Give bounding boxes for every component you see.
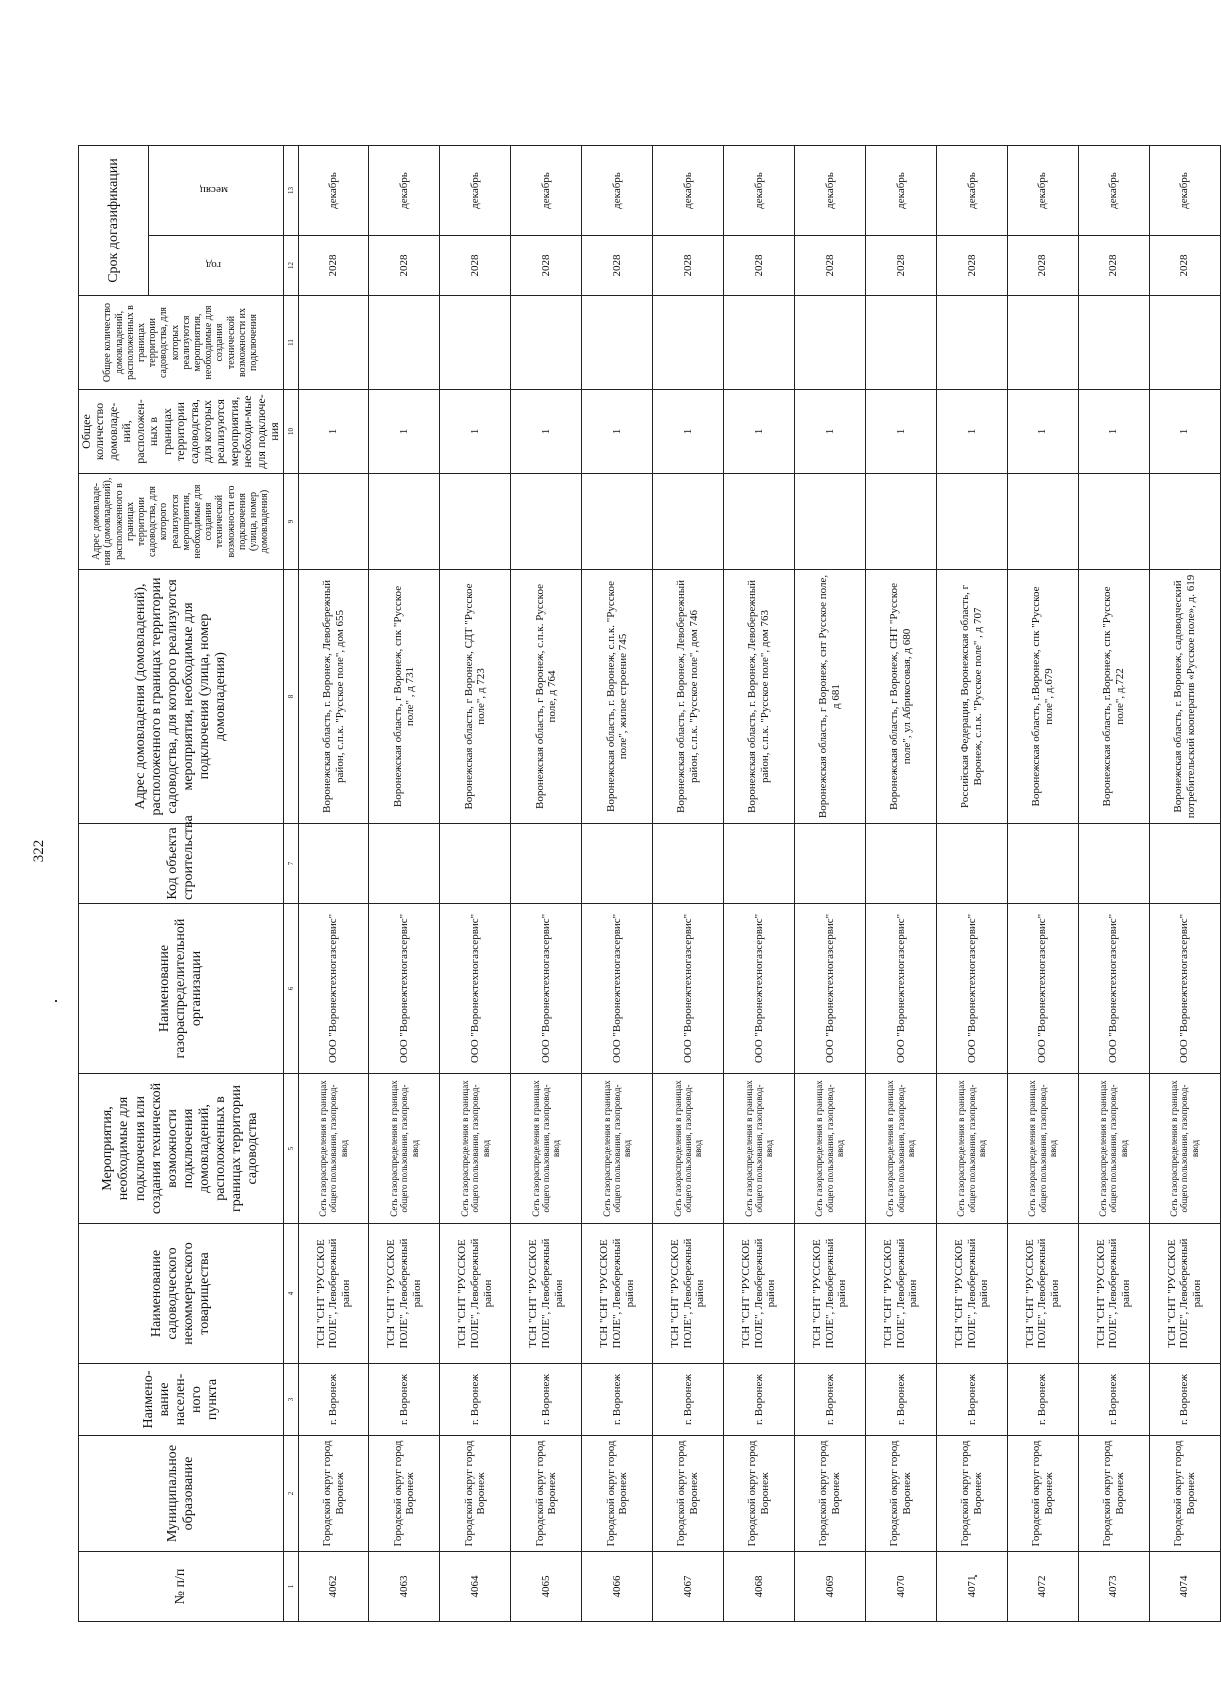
address-cell: Воронежская область, г Воронеж, спк "Русское поле" , д 731 bbox=[369, 570, 440, 824]
settlement-cell: г. Воронеж bbox=[298, 1364, 369, 1436]
object-code-cell bbox=[369, 824, 440, 904]
row-number: 4072 bbox=[1007, 1552, 1078, 1622]
municipality-cell: Городской округ город Воронеж bbox=[653, 1436, 724, 1552]
month-cell: декабрь bbox=[582, 146, 653, 236]
column-number: 12 bbox=[283, 236, 298, 296]
row-number: 4071 bbox=[936, 1552, 1007, 1622]
table-row bbox=[440, 146, 511, 1622]
header-month: месяц bbox=[199, 184, 228, 197]
month-cell: декабрь bbox=[298, 146, 369, 236]
count-cell: 1 bbox=[440, 390, 511, 474]
count-tech-cell bbox=[795, 296, 866, 390]
year-cell: 2028 bbox=[582, 236, 653, 296]
year-cell: 2028 bbox=[1007, 236, 1078, 296]
header-address-tech: Адрес домовладе-ния (домовладений), расположенного в границах территории садоводства, для которого реализуются мероприятия, необходимые для создания технической возможности его подключения (улица, номер домовладения) bbox=[79, 474, 284, 570]
measures-cell: Сеть газораспределения в границах общего пользования, газопровод-ввод bbox=[511, 1074, 582, 1224]
object-code-cell bbox=[1078, 824, 1149, 904]
object-code-cell bbox=[724, 824, 795, 904]
row-number: 4063 bbox=[369, 1552, 440, 1622]
row-number: 4066 bbox=[582, 1552, 653, 1622]
header-count-connection: Общее количество домовладе-ний, расположен-ных в границах территории садоводства, для которых реализуются мероприятия, необходи-мые для подключе-ния bbox=[79, 390, 284, 474]
object-code-cell bbox=[298, 824, 369, 904]
settlement-cell: г. Воронеж bbox=[795, 1364, 866, 1436]
address-tech-cell bbox=[582, 474, 653, 570]
object-code-cell bbox=[1007, 824, 1078, 904]
snt-name-cell: ТСН "СНТ "РУССКОЕ ПОЛЕ", Левобережный район bbox=[1007, 1224, 1078, 1364]
measures-cell: Сеть газораспределения в границах общего пользования, газопровод-ввод bbox=[1078, 1074, 1149, 1224]
address-tech-cell bbox=[298, 474, 369, 570]
header-address-connection: Адрес домовладения (домовладений), расположенного в границах территории садоводства, для которого реализуются мероприятия, необходимые для подключения (улица, номер домовладения) bbox=[79, 570, 284, 824]
month-cell: декабрь bbox=[369, 146, 440, 236]
column-number: 11 bbox=[283, 296, 298, 390]
gas-org-cell: ООО "Воронежтехногазсервис" bbox=[936, 904, 1007, 1074]
municipality-cell: Городской округ город Воронеж bbox=[1149, 1436, 1220, 1552]
month-cell: декабрь bbox=[1149, 146, 1220, 236]
count-tech-cell bbox=[440, 296, 511, 390]
measures-cell: Сеть газораспределения в границах общего пользования, газопровод-ввод bbox=[1149, 1074, 1220, 1224]
measures-cell: Сеть газораспределения в границах общего пользования, газопровод-ввод bbox=[936, 1074, 1007, 1224]
gas-org-cell: ООО "Воронежтехногазсервис" bbox=[1007, 904, 1078, 1074]
column-number: 6 bbox=[283, 904, 298, 1074]
settlement-cell: г. Воронеж bbox=[724, 1364, 795, 1436]
municipality-cell: Городской округ город Воронеж bbox=[795, 1436, 866, 1552]
settlement-cell: г. Воронеж bbox=[582, 1364, 653, 1436]
settlement-cell: г. Воронеж bbox=[1149, 1364, 1220, 1436]
table-row bbox=[369, 146, 440, 1622]
address-cell: Воронежская область, г. Воронеж, с.п.к. "Русское поле", жилое строение 745 bbox=[582, 570, 653, 824]
count-cell: 1 bbox=[795, 390, 866, 474]
settlement-cell: г. Воронеж bbox=[511, 1364, 582, 1436]
header-deadline: Срок догазификации bbox=[79, 146, 149, 296]
count-tech-cell bbox=[724, 296, 795, 390]
gas-org-cell: ООО "Воронежтехногазсервис" bbox=[653, 904, 724, 1074]
snt-name-cell: ТСН "СНТ "РУССКОЕ ПОЛЕ", Левобережный район bbox=[1149, 1224, 1220, 1364]
address-cell: Воронежская область, г. Воронеж, Левобережный район, с.п.к. "Русское поле", дом 746 bbox=[653, 570, 724, 824]
measures-cell: Сеть газораспределения в границах общего пользования, газопровод-ввод bbox=[440, 1074, 511, 1224]
month-cell: декабрь bbox=[440, 146, 511, 236]
gas-org-cell: ООО "Воронежтехногазсервис" bbox=[582, 904, 653, 1074]
table-row bbox=[795, 146, 866, 1622]
column-number: 3 bbox=[283, 1364, 298, 1436]
object-code-cell bbox=[1149, 824, 1220, 904]
column-number: 1 bbox=[283, 1552, 298, 1622]
table-row bbox=[511, 146, 582, 1622]
header-year: год bbox=[205, 259, 222, 272]
municipality-cell: Городской округ город Воронеж bbox=[936, 1436, 1007, 1552]
header-gas-org: Наименование газораспределительной организации bbox=[79, 904, 284, 1074]
count-tech-cell bbox=[1149, 296, 1220, 390]
gas-org-cell: ООО "Воронежтехногазсервис" bbox=[795, 904, 866, 1074]
row-number: 4070 bbox=[865, 1552, 936, 1622]
row-number: 4069 bbox=[795, 1552, 866, 1622]
address-cell: Воронежская область, г. Воронеж, садоводческий потребительский кооператив «Русское поле», д. 619 bbox=[1149, 570, 1220, 824]
count-tech-cell bbox=[298, 296, 369, 390]
count-cell: 1 bbox=[865, 390, 936, 474]
gas-org-cell: ООО "Воронежтехногазсервис" bbox=[440, 904, 511, 1074]
snt-name-cell: ТСН "СНТ "РУССКОЕ ПОЛЕ", Левобережный район bbox=[1078, 1224, 1149, 1364]
count-tech-cell bbox=[369, 296, 440, 390]
snt-name-cell: ТСН "СНТ "РУССКОЕ ПОЛЕ", Левобережный район bbox=[440, 1224, 511, 1364]
count-tech-cell bbox=[653, 296, 724, 390]
table-row bbox=[865, 146, 936, 1622]
settlement-cell: г. Воронеж bbox=[865, 1364, 936, 1436]
address-tech-cell bbox=[1149, 474, 1220, 570]
snt-name-cell: ТСН "СНТ "РУССКОЕ ПОЛЕ", Левобережный район bbox=[653, 1224, 724, 1364]
header-year-cell bbox=[149, 236, 283, 296]
month-cell: декабрь bbox=[724, 146, 795, 236]
header-settlement: Наимено-вание населен-ного пункта bbox=[79, 1364, 284, 1436]
column-number: 5 bbox=[283, 1074, 298, 1224]
count-cell: 1 bbox=[936, 390, 1007, 474]
address-tech-cell bbox=[653, 474, 724, 570]
object-code-cell bbox=[582, 824, 653, 904]
count-cell: 1 bbox=[653, 390, 724, 474]
year-cell: 2028 bbox=[795, 236, 866, 296]
municipality-cell: Городской округ город Воронеж bbox=[1007, 1436, 1078, 1552]
address-cell: Воронежская область, г Воронеж, СДТ "Русское поле", д 723 bbox=[440, 570, 511, 824]
scan-speck bbox=[55, 1000, 57, 1002]
count-cell: 1 bbox=[369, 390, 440, 474]
gas-org-cell: ООО "Воронежтехногазсервис" bbox=[369, 904, 440, 1074]
column-number: 4 bbox=[283, 1224, 298, 1364]
column-number: 8 bbox=[283, 570, 298, 824]
address-tech-cell bbox=[936, 474, 1007, 570]
count-cell: 1 bbox=[511, 390, 582, 474]
object-code-cell bbox=[440, 824, 511, 904]
row-number: 4062 bbox=[298, 1552, 369, 1622]
snt-name-cell: ТСН "СНТ "РУССКОЕ ПОЛЕ", Левобережный район bbox=[865, 1224, 936, 1364]
gas-org-cell: ООО "Воронежтехногазсервис" bbox=[511, 904, 582, 1074]
municipality-cell: Городской округ город Воронеж bbox=[724, 1436, 795, 1552]
municipality-cell: Городской округ город Воронеж bbox=[298, 1436, 369, 1552]
address-cell: Воронежская область, г. Воронеж, Левобережный район, с.п.к. "Русское поле", дом 763 bbox=[724, 570, 795, 824]
gasification-table bbox=[78, 145, 1221, 1622]
address-tech-cell bbox=[795, 474, 866, 570]
municipality-cell: Городской округ город Воронеж bbox=[440, 1436, 511, 1552]
measures-cell: Сеть газораспределения в границах общего пользования, газопровод-ввод bbox=[795, 1074, 866, 1224]
table-row bbox=[653, 146, 724, 1622]
header-object-code: Код объекта строительства bbox=[79, 824, 284, 904]
settlement-cell: г. Воронеж bbox=[369, 1364, 440, 1436]
table-row bbox=[582, 146, 653, 1622]
row-number: 4064 bbox=[440, 1552, 511, 1622]
month-cell: декабрь bbox=[1007, 146, 1078, 236]
month-cell: декабрь bbox=[653, 146, 724, 236]
count-tech-cell bbox=[936, 296, 1007, 390]
address-tech-cell bbox=[1007, 474, 1078, 570]
measures-cell: Сеть газораспределения в границах общего пользования, газопровод-ввод bbox=[369, 1074, 440, 1224]
month-cell: декабрь bbox=[865, 146, 936, 236]
settlement-cell: г. Воронеж bbox=[653, 1364, 724, 1436]
address-tech-cell bbox=[865, 474, 936, 570]
gas-org-cell: ООО "Воронежтехногазсервис" bbox=[865, 904, 936, 1074]
address-cell: Воронежская область, г Воронеж, СНТ "Русское поле", ул Абрикосовая, д 680 bbox=[865, 570, 936, 824]
municipality-cell: Городской округ город Воронеж bbox=[582, 1436, 653, 1552]
table-body bbox=[298, 146, 1220, 1622]
row-number: 4074 bbox=[1149, 1552, 1220, 1622]
year-cell: 2028 bbox=[1149, 236, 1220, 296]
year-cell: 2028 bbox=[865, 236, 936, 296]
year-cell: 2028 bbox=[369, 236, 440, 296]
year-cell: 2028 bbox=[936, 236, 1007, 296]
gas-org-cell: ООО "Воронежтехногазсервис" bbox=[724, 904, 795, 1074]
count-cell: 1 bbox=[1078, 390, 1149, 474]
address-tech-cell bbox=[724, 474, 795, 570]
row-number: 4067 bbox=[653, 1552, 724, 1622]
month-cell: декабрь bbox=[795, 146, 866, 236]
snt-name-cell: ТСН "СНТ "РУССКОЕ ПОЛЕ", Левобережный район bbox=[724, 1224, 795, 1364]
count-cell: 1 bbox=[582, 390, 653, 474]
measures-cell: Сеть газораспределения в границах общего пользования, газопровод-ввод bbox=[865, 1074, 936, 1224]
municipality-cell: Городской округ город Воронеж bbox=[369, 1436, 440, 1552]
gas-org-cell: ООО "Воронежтехногазсервис" bbox=[1149, 904, 1220, 1074]
count-cell: 1 bbox=[1149, 390, 1220, 474]
address-tech-cell bbox=[1078, 474, 1149, 570]
table-row bbox=[298, 146, 369, 1622]
column-number: 2 bbox=[283, 1436, 298, 1552]
address-tech-cell bbox=[511, 474, 582, 570]
header-count-tech: Общее количество домовладений, расположенных в границах территории садоводства, для которых реализуются мероприятия, необходимые для создания технической возможности их подключения bbox=[79, 296, 284, 390]
measures-cell: Сеть газораспределения в границах общего пользования, газопровод-ввод bbox=[653, 1074, 724, 1224]
address-cell: Воронежская область, г.Воронеж, спк "Русское поле", д.679 bbox=[1007, 570, 1078, 824]
column-number: 7 bbox=[283, 824, 298, 904]
address-cell: Воронежская область, г Воронеж, с.п.к. Русское поле, д 764 bbox=[511, 570, 582, 824]
column-number: 9 bbox=[283, 474, 298, 570]
address-cell: Воронежская область, г.Воронеж, спк "Русское поле", д.722 bbox=[1078, 570, 1149, 824]
municipality-cell: Городской округ город Воронеж bbox=[865, 1436, 936, 1552]
snt-name-cell: ТСН "СНТ "РУССКОЕ ПОЛЕ", Левобережный район bbox=[795, 1224, 866, 1364]
header-measures: Мероприятия, необходимые для подключения или создания технической возможности подключения домовладений, расположенных в границах территории садоводства bbox=[79, 1074, 284, 1224]
object-code-cell bbox=[795, 824, 866, 904]
table-row bbox=[1149, 146, 1220, 1622]
month-cell: декабрь bbox=[511, 146, 582, 236]
header-snt-name: Наименование садоводческого некоммерческого товарищества bbox=[79, 1224, 284, 1364]
count-tech-cell bbox=[1007, 296, 1078, 390]
year-cell: 2028 bbox=[440, 236, 511, 296]
settlement-cell: г. Воронеж bbox=[1078, 1364, 1149, 1436]
snt-name-cell: ТСН "СНТ "РУССКОЕ ПОЛЕ", Левобережный район bbox=[936, 1224, 1007, 1364]
count-cell: 1 bbox=[724, 390, 795, 474]
object-code-cell bbox=[511, 824, 582, 904]
address-cell: Российская Федерация, Воронежская область, г Воронеж, с.п.к. "Русское поле" , д 707 bbox=[936, 570, 1007, 824]
measures-cell: Сеть газораспределения в границах общего пользования, газопровод-ввод bbox=[582, 1074, 653, 1224]
column-number: 10 bbox=[283, 390, 298, 474]
count-tech-cell bbox=[582, 296, 653, 390]
month-cell: декабрь bbox=[1078, 146, 1149, 236]
page-number: 322 bbox=[30, 839, 47, 863]
object-code-cell bbox=[865, 824, 936, 904]
count-cell: 1 bbox=[298, 390, 369, 474]
table-row bbox=[1078, 146, 1149, 1622]
measures-cell: Сеть газораспределения в границах общего пользования, газопровод-ввод bbox=[298, 1074, 369, 1224]
row-number: 4065 bbox=[511, 1552, 582, 1622]
address-cell: Воронежская область, г. Воронеж, Левобережный район, с.п.к. "Русское поле", дом 655 bbox=[298, 570, 369, 824]
municipality-cell: Городской округ город Воронеж bbox=[511, 1436, 582, 1552]
address-tech-cell bbox=[369, 474, 440, 570]
count-tech-cell bbox=[865, 296, 936, 390]
address-tech-cell bbox=[440, 474, 511, 570]
header-month-cell bbox=[149, 146, 283, 236]
count-tech-cell bbox=[511, 296, 582, 390]
gas-org-cell: ООО "Воронежтехногазсервис" bbox=[1078, 904, 1149, 1074]
year-cell: 2028 bbox=[511, 236, 582, 296]
count-tech-cell bbox=[1078, 296, 1149, 390]
table-row bbox=[724, 146, 795, 1622]
year-cell: 2028 bbox=[298, 236, 369, 296]
header-municipality: Муниципальное образование bbox=[79, 1436, 284, 1552]
row-number: 4068 bbox=[724, 1552, 795, 1622]
snt-name-cell: ТСН "СНТ "РУССКОЕ ПОЛЕ", Левобережный район bbox=[511, 1224, 582, 1364]
snt-name-cell: ТСН "СНТ "РУССКОЕ ПОЛЕ", Левобережный район bbox=[298, 1224, 369, 1364]
measures-cell: Сеть газораспределения в границах общего пользования, газопровод-ввод bbox=[1007, 1074, 1078, 1224]
measures-cell: Сеть газораспределения в границах общего пользования, газопровод-ввод bbox=[724, 1074, 795, 1224]
table-row bbox=[1007, 146, 1078, 1622]
snt-name-cell: ТСН "СНТ "РУССКОЕ ПОЛЕ", Левобережный район bbox=[582, 1224, 653, 1364]
municipality-cell: Городской округ город Воронеж bbox=[1078, 1436, 1149, 1552]
settlement-cell: г. Воронеж bbox=[936, 1364, 1007, 1436]
column-number-row bbox=[283, 146, 298, 1622]
table-row bbox=[936, 146, 1007, 1622]
address-cell: Воронежская область, г Воронеж, снт Русское поле, д 681 bbox=[795, 570, 866, 824]
count-cell: 1 bbox=[1007, 390, 1078, 474]
year-cell: 2028 bbox=[724, 236, 795, 296]
month-cell: декабрь bbox=[936, 146, 1007, 236]
rotated-table-container bbox=[78, 146, 1203, 1622]
gas-org-cell: ООО "Воронежтехногазсервис" bbox=[298, 904, 369, 1074]
object-code-cell bbox=[653, 824, 724, 904]
object-code-cell bbox=[936, 824, 1007, 904]
settlement-cell: г. Воронеж bbox=[1007, 1364, 1078, 1436]
row-number: 4073 bbox=[1078, 1552, 1149, 1622]
settlement-cell: г. Воронеж bbox=[440, 1364, 511, 1436]
snt-name-cell: ТСН "СНТ "РУССКОЕ ПОЛЕ", Левобережный район bbox=[369, 1224, 440, 1364]
year-cell: 2028 bbox=[653, 236, 724, 296]
header-number: № п/п bbox=[79, 1552, 284, 1622]
column-number: 13 bbox=[283, 146, 298, 236]
year-cell: 2028 bbox=[1078, 236, 1149, 296]
